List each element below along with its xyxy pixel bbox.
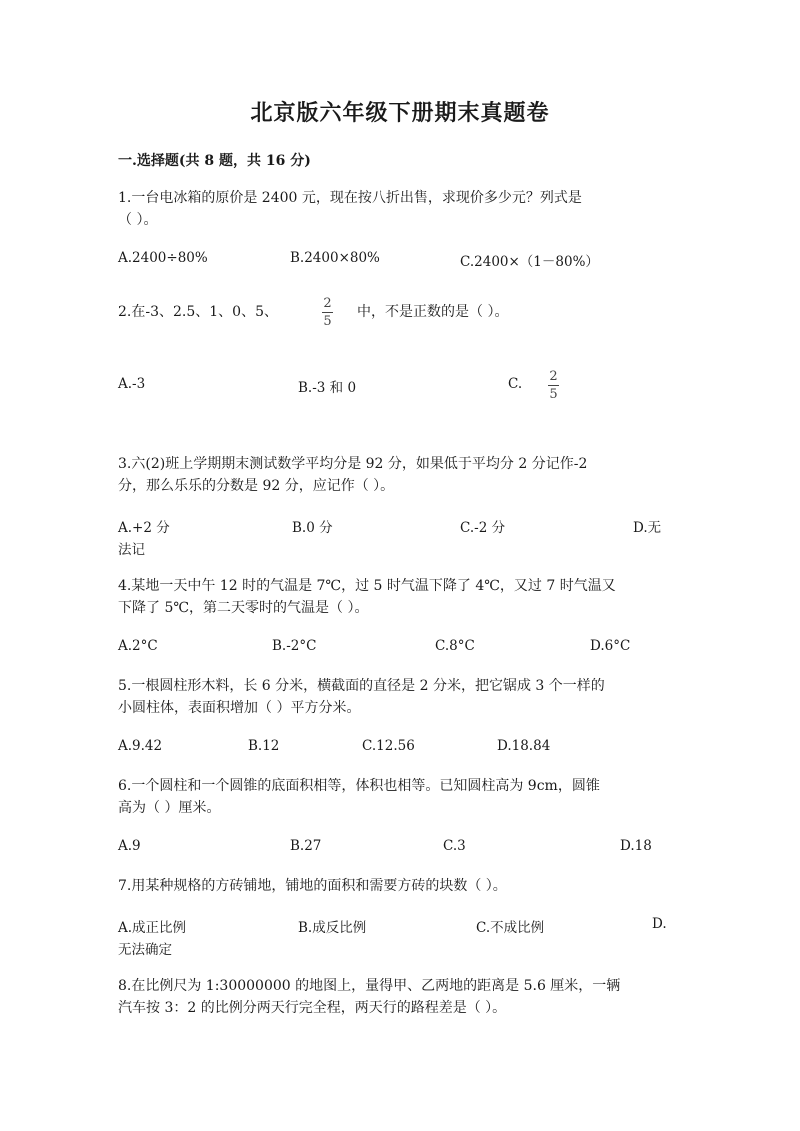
- question-3-option-d-wrap: 法记: [118, 542, 145, 558]
- question-1-option-a: A.2400÷80%: [118, 250, 208, 266]
- question-6-option-d: D.18: [620, 838, 652, 854]
- section-heading: 一.选择题(共 8 题，共 16 分): [118, 153, 311, 169]
- question-4-stem-line2: 下降了 5℃，第二天零时的气温是（ ）。: [118, 600, 369, 616]
- fraction-numerator: 2: [549, 369, 558, 384]
- question-5-option-d: D.18.84: [497, 738, 551, 754]
- question-3-stem-line1: 3.六(2)班上学期期末测试数学平均分是 92 分，如果低于平均分 2 分记作-2: [118, 456, 588, 472]
- question-5-stem-line1: 5.一根圆柱形木料，长 6 分米，横截面的直径是 2 分米，把它锯成 3 个一样的: [118, 678, 605, 694]
- question-7-stem: 7.用某种规格的方砖铺地，铺地的面积和需要方砖的块数（ ）。: [118, 878, 507, 894]
- question-2-fraction: [322, 296, 333, 329]
- question-3-option-a: A.+2 分: [118, 520, 170, 536]
- question-5-stem-line2: 小圆柱体，表面积增加（ ）平方分米。: [118, 700, 361, 716]
- question-3-stem-line2: 分，那么乐乐的分数是 92 分，应记作（ ）。: [118, 478, 395, 494]
- question-5-option-a: A.9.42: [118, 738, 163, 754]
- question-1-option-b: B.2400×80%: [290, 250, 380, 266]
- question-6-stem-line1: 6.一个圆柱和一个圆锥的底面积相等，体积也相等。已知圆柱高为 9cm，圆锥: [118, 778, 600, 794]
- question-7-option-d: D.: [652, 916, 667, 932]
- question-7-option-b: B.成反比例: [298, 920, 367, 936]
- question-3-option-b: B.0 分: [292, 520, 333, 536]
- question-7-option-c: C.不成比例: [476, 920, 545, 936]
- question-4-option-b: B.-2°C: [272, 638, 317, 654]
- question-7-option-a: A.成正比例: [118, 920, 187, 936]
- question-8-stem-line1: 8.在比例尺为 1:30000000 的地图上，量得甲、乙两地的距离是 5.6 厘米，一辆: [118, 978, 621, 994]
- fraction-numerator: 2: [323, 296, 332, 311]
- question-4-option-c: C.8°C: [435, 638, 475, 654]
- fraction-denominator: 5: [323, 314, 332, 329]
- question-2-option-c: C.: [508, 376, 523, 392]
- question-2-option-c-fraction: [548, 369, 559, 402]
- question-1-stem-line1: 1.一台电冰箱的原价是 2400 元，现在按八折出售，求现价多少元？列式是: [118, 190, 582, 206]
- question-6-option-a: A.9: [118, 838, 141, 854]
- fraction-bar: [322, 312, 333, 313]
- question-2-stem-before: 2.在-3、2.5、1、0、5、: [118, 304, 278, 320]
- question-3-option-c: C.-2 分: [460, 520, 506, 536]
- question-7-option-d-wrap: 无法确定: [118, 942, 172, 958]
- question-6-stem-line2: 高为（ ）厘米。: [118, 800, 221, 816]
- question-8-stem-line2: 汽车按 3：2 的比例分两天行完全程，两天行的路程差是（ ）。: [118, 1000, 507, 1016]
- page-title: 北京版六年级下册期末真题卷: [250, 100, 550, 126]
- question-6-option-b: B.27: [290, 838, 322, 854]
- question-3-option-d: D.无: [633, 520, 662, 536]
- question-4-option-a: A.2°C: [118, 638, 158, 654]
- question-2-option-b: B.-3 和 0: [298, 380, 357, 396]
- question-6-option-c: C.3: [443, 838, 466, 854]
- question-2-option-a: A.-3: [118, 376, 146, 392]
- question-5-option-b: B.12: [248, 738, 280, 754]
- fraction-bar: [548, 385, 559, 386]
- question-1-option-c: C.2400×（1－80%）: [460, 254, 599, 270]
- question-2-stem-after: 中，不是正数的是（ ）。: [357, 304, 509, 320]
- question-4-option-d: D.6°C: [590, 638, 631, 654]
- question-5-option-c: C.12.56: [362, 738, 415, 754]
- question-1-stem-line2: （ ）。: [118, 212, 158, 228]
- question-4-stem-line1: 4.某地一天中午 12 时的气温是 7℃，过 5 时气温下降了 4℃，又过 7 时气温又: [118, 578, 616, 594]
- fraction-denominator: 5: [549, 387, 558, 402]
